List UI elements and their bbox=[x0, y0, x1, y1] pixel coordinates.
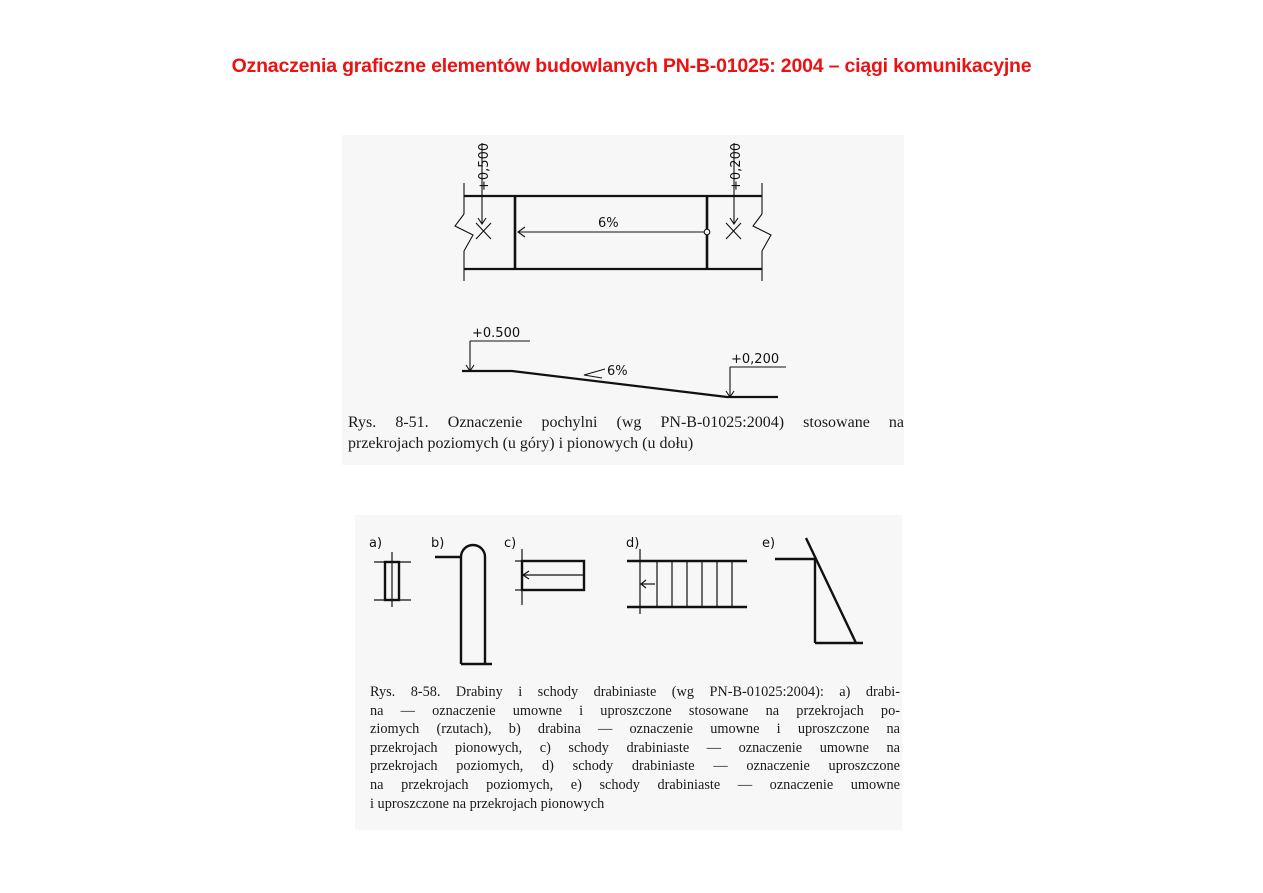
label-d: d) bbox=[626, 536, 640, 551]
plan-level-right: +0,200 bbox=[729, 142, 744, 191]
plan-slope-label: 6% bbox=[598, 216, 619, 231]
ladder-drawing bbox=[355, 515, 902, 685]
section-level-right: +0,200 bbox=[731, 352, 780, 367]
label-c: c) bbox=[504, 536, 517, 551]
label-b: b) bbox=[431, 536, 445, 551]
caption-line: na — oznaczenie umowne i uproszczone stosowane na przekrojach po- bbox=[370, 702, 900, 719]
section-slope-label: 6% bbox=[607, 364, 628, 379]
caption-line: Rys. 8-51. Oznaczenie pochylni (wg PN-B-01025:2004) stosowane na bbox=[348, 414, 904, 431]
caption-line: na przekrojach poziomych, e) schody drabiniaste — oznaczenie umowne bbox=[370, 776, 900, 793]
plan-level-left: +0,500 bbox=[477, 142, 492, 191]
caption-line: i uproszczone na przekrojach pionowych bbox=[370, 795, 605, 812]
caption-line: ziomych (rzutach), b) drabina — oznaczenie umowne i uproszczone na bbox=[370, 721, 900, 738]
ladder-stairs-figure bbox=[355, 515, 902, 830]
section-level-left: +0.500 bbox=[472, 326, 521, 341]
page-title: Oznaczenia graficzne elementów budowlanych PN-B-01025: 2004 – ciągi komunikacyjne bbox=[231, 55, 1032, 77]
caption-line: przekrojach poziomych, d) schody drabiniaste — oznaczenie uproszczone bbox=[370, 758, 900, 775]
ramp-figure bbox=[342, 135, 904, 465]
figure-1-caption bbox=[348, 412, 904, 454]
label-e: e) bbox=[762, 536, 776, 551]
caption-line: przekrojach pionowych, c) schody drabiniaste — oznaczenie umowne na bbox=[370, 739, 900, 756]
label-a: a) bbox=[369, 536, 383, 551]
caption-line: przekrojach poziomych (u góry) i pionowych (u dołu) bbox=[348, 435, 694, 452]
figure-2-caption bbox=[370, 683, 900, 813]
caption-line: Rys. 8-58. Drabiny i schody drabiniaste (wg PN-B-01025:2004): a) drabi- bbox=[370, 684, 900, 700]
